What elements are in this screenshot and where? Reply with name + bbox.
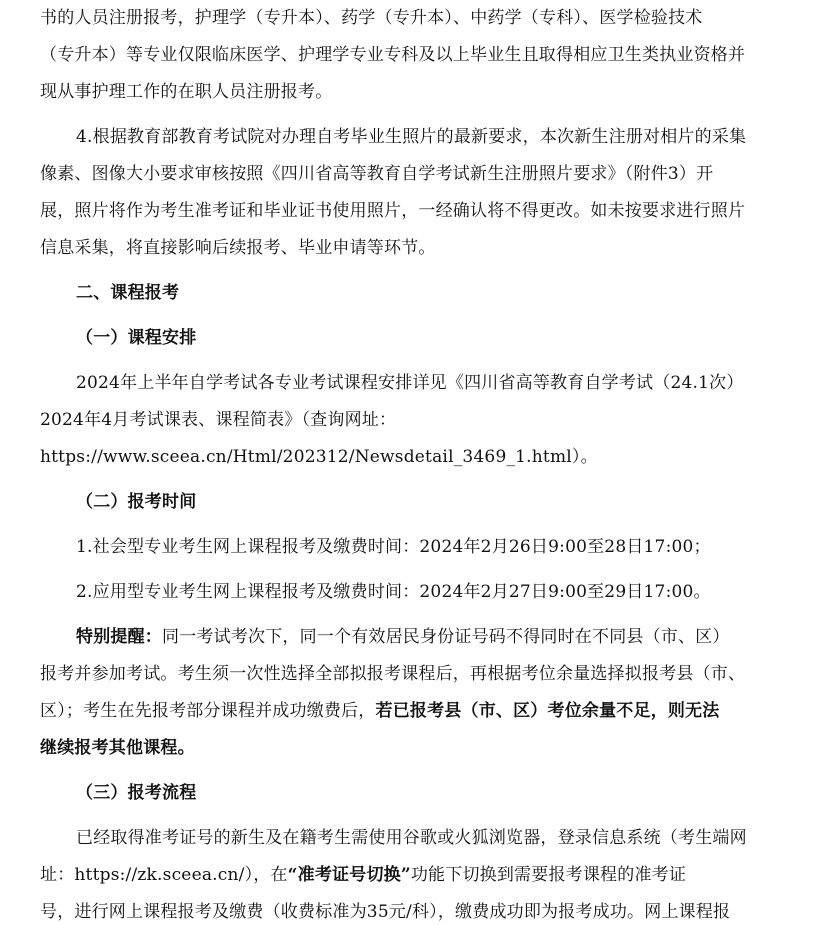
paragraph-line — [40, 699, 720, 723]
section-heading: 二、课程报考 — [76, 283, 180, 303]
paragraph-line: 已经取得准考证号的新生及在籍考生需使用谷歌或火狐浏览器，登录信息系统（考生端网 — [76, 828, 747, 848]
reminder-text: 区）；考生在先报考部分课程并成功缴费后， — [40, 701, 376, 721]
paragraph-line: 现从事护理工作的在职人员注册报考。 — [40, 82, 333, 102]
subsection-heading: （一）课程安排 — [76, 328, 197, 348]
paragraph-line: 信息采集，将直接影响后续报考、毕业申请等环节。 — [40, 238, 436, 258]
paragraph-line — [40, 863, 686, 887]
paragraph-line: 1.社会型专业考生网上课程报考及缴费时间：2024年2月26日9:00至28日17:00； — [76, 537, 711, 557]
paragraph-line: 像素、图像大小要求审核按照《四川省高等教育自学考试新生注册照片要求》（附件3）开 — [40, 164, 714, 184]
paragraph-line — [76, 625, 730, 649]
reminder-text: 同一考试考次下，同一个有效居民身份证号码不得同时在不同县（市、区） — [162, 627, 730, 647]
reminder-label: 特别提醒： — [76, 627, 162, 647]
reminder-emphasis: 若已报考县（市、区）考位余量不足，则无法 — [375, 701, 720, 721]
function-name: “准考证号切换” — [287, 865, 411, 885]
paragraph-line: 2024年上半年自学考试各专业考试课程安排详见《四川省高等教育自学考试（24.1次） — [76, 373, 744, 393]
paragraph-line: 号，进行网上课程报考及缴费（收费标准为35元/科），缴费成功即为报考成功。网上课程报 — [40, 902, 731, 922]
subsection-heading: （二）报考时间 — [76, 492, 197, 512]
paragraph-line: 报考并参加考试。考生须一次性选择全部拟报考课程后，再根据考位余量选择拟报考县（市、 — [40, 664, 746, 684]
paragraph-line: 2024年4月考试课表、课程简表》（查询网址： — [40, 410, 397, 430]
paragraph-line: （专升本）等专业仅限临床医学、护理学专业专科及以上毕业生且取得相应卫生类执业资格并 — [40, 45, 746, 65]
paragraph-line: 2.应用型专业考生网上课程报考及缴费时间：2024年2月27日9:00至29日17:00。 — [76, 582, 711, 602]
subsection-heading: （三）报考流程 — [76, 783, 197, 803]
url-line: https://www.sceea.cn/Html/202312/Newsdetail_3469_1.html）。 — [40, 447, 598, 467]
url-text: 址：https://zk.sceea.cn/），在 — [40, 865, 288, 885]
paragraph-line: 4.根据教育部教育考试院对办理自考毕业生照片的最新要求，本次新生注册对相片的采集 — [76, 127, 747, 147]
paragraph-text: 功能下切换到需要报考课程的准考证 — [410, 865, 687, 885]
reminder-emphasis: 继续报考其他课程。 — [40, 738, 195, 758]
paragraph-line: 展，照片将作为考生准考证和毕业证书使用照片，一经确认将不得更改。如未按要求进行照片 — [40, 201, 746, 221]
paragraph-line: 书的人员注册报考，护理学（专升本）、药学（专升本）、中药学（专科）、医学检验技术 — [40, 8, 703, 28]
